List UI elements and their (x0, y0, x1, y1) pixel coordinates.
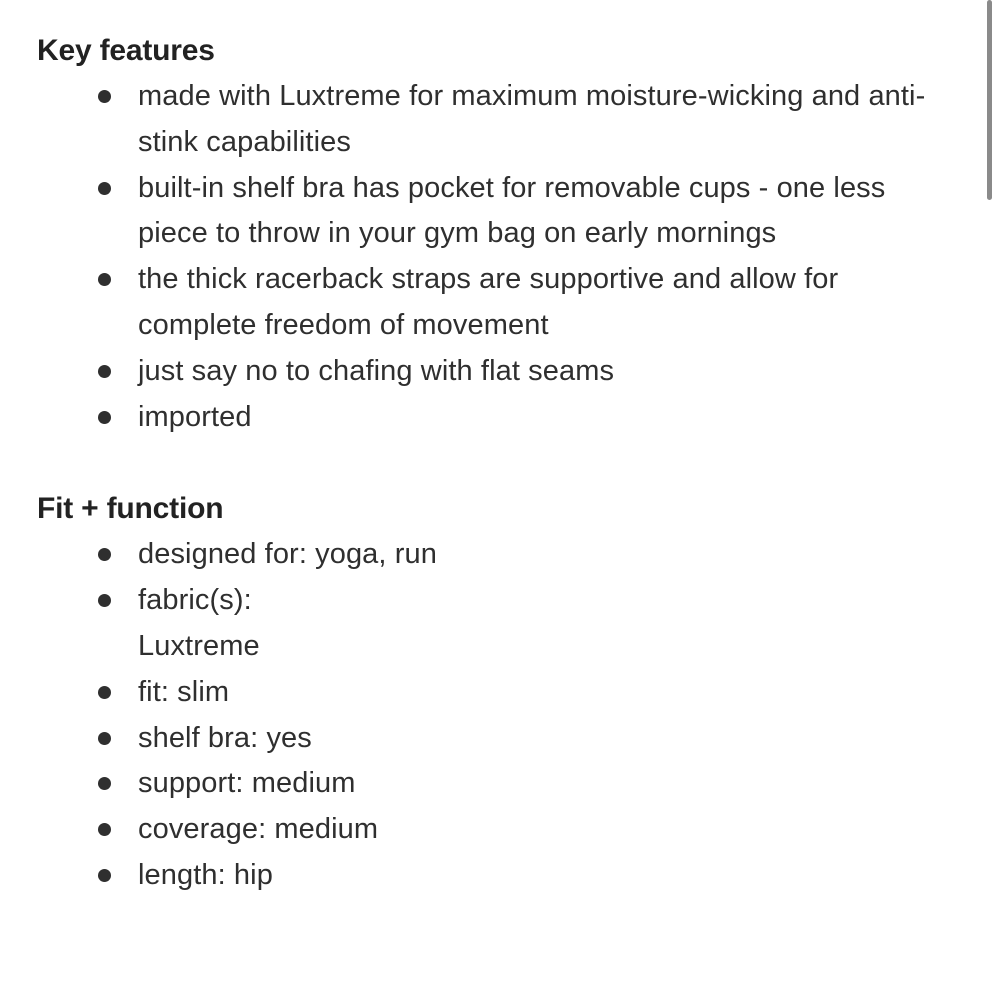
list-item-text: made with Luxtreme for maximum moisture-wicking and anti-stink capabilities (138, 80, 926, 158)
bullet-icon (98, 90, 111, 103)
bullet-icon (98, 365, 111, 378)
bullet-icon (98, 777, 111, 790)
list-item-text: length: hip (138, 858, 273, 891)
list-item-text: fit: slim (138, 675, 230, 708)
list-item-text: support: medium (138, 767, 356, 800)
list-item (37, 532, 957, 578)
list-item (37, 349, 957, 395)
list-item-text: the thick racerback straps are supportive and allow for complete freedom of movement (138, 263, 839, 341)
list-item-text: built-in shelf bra has pocket for removable cups - one less piece to throw in your gym bag on early mornings (138, 171, 886, 250)
list-item (37, 166, 957, 258)
list-item-text: shelf bra: yes (138, 721, 312, 754)
bullet-icon (98, 686, 111, 699)
bullet-icon (98, 594, 111, 607)
list-item-text: imported (138, 400, 252, 433)
scrollbar[interactable] (987, 0, 992, 200)
fabric-value: Luxtreme (138, 629, 260, 662)
list-item (37, 670, 957, 716)
product-details (37, 28, 957, 899)
bullet-icon (98, 182, 111, 195)
list-item-text: coverage: medium (138, 813, 379, 846)
list-item (37, 578, 957, 670)
list-item (37, 807, 957, 853)
key-features-list (37, 74, 957, 440)
fit-function-list (37, 532, 957, 898)
list-item (37, 395, 957, 441)
bullet-icon (98, 823, 111, 836)
list-item-text: just say no to chafing with flat seams (138, 354, 615, 387)
list-item (37, 74, 957, 166)
bullet-icon (98, 548, 111, 561)
bullet-icon (98, 869, 111, 882)
list-item (37, 257, 957, 349)
list-item (37, 853, 957, 899)
section-spacer (37, 440, 957, 486)
list-item-text: fabric(s): (138, 584, 252, 617)
list-item (37, 761, 957, 807)
list-item (37, 716, 957, 762)
bullet-icon (98, 411, 111, 424)
bullet-icon (98, 732, 111, 745)
fit-function-heading: Fit + function (37, 492, 224, 526)
list-item-text: designed for: yoga, run (138, 538, 437, 571)
bullet-icon (98, 273, 111, 286)
key-features-heading: Key features (37, 34, 215, 67)
